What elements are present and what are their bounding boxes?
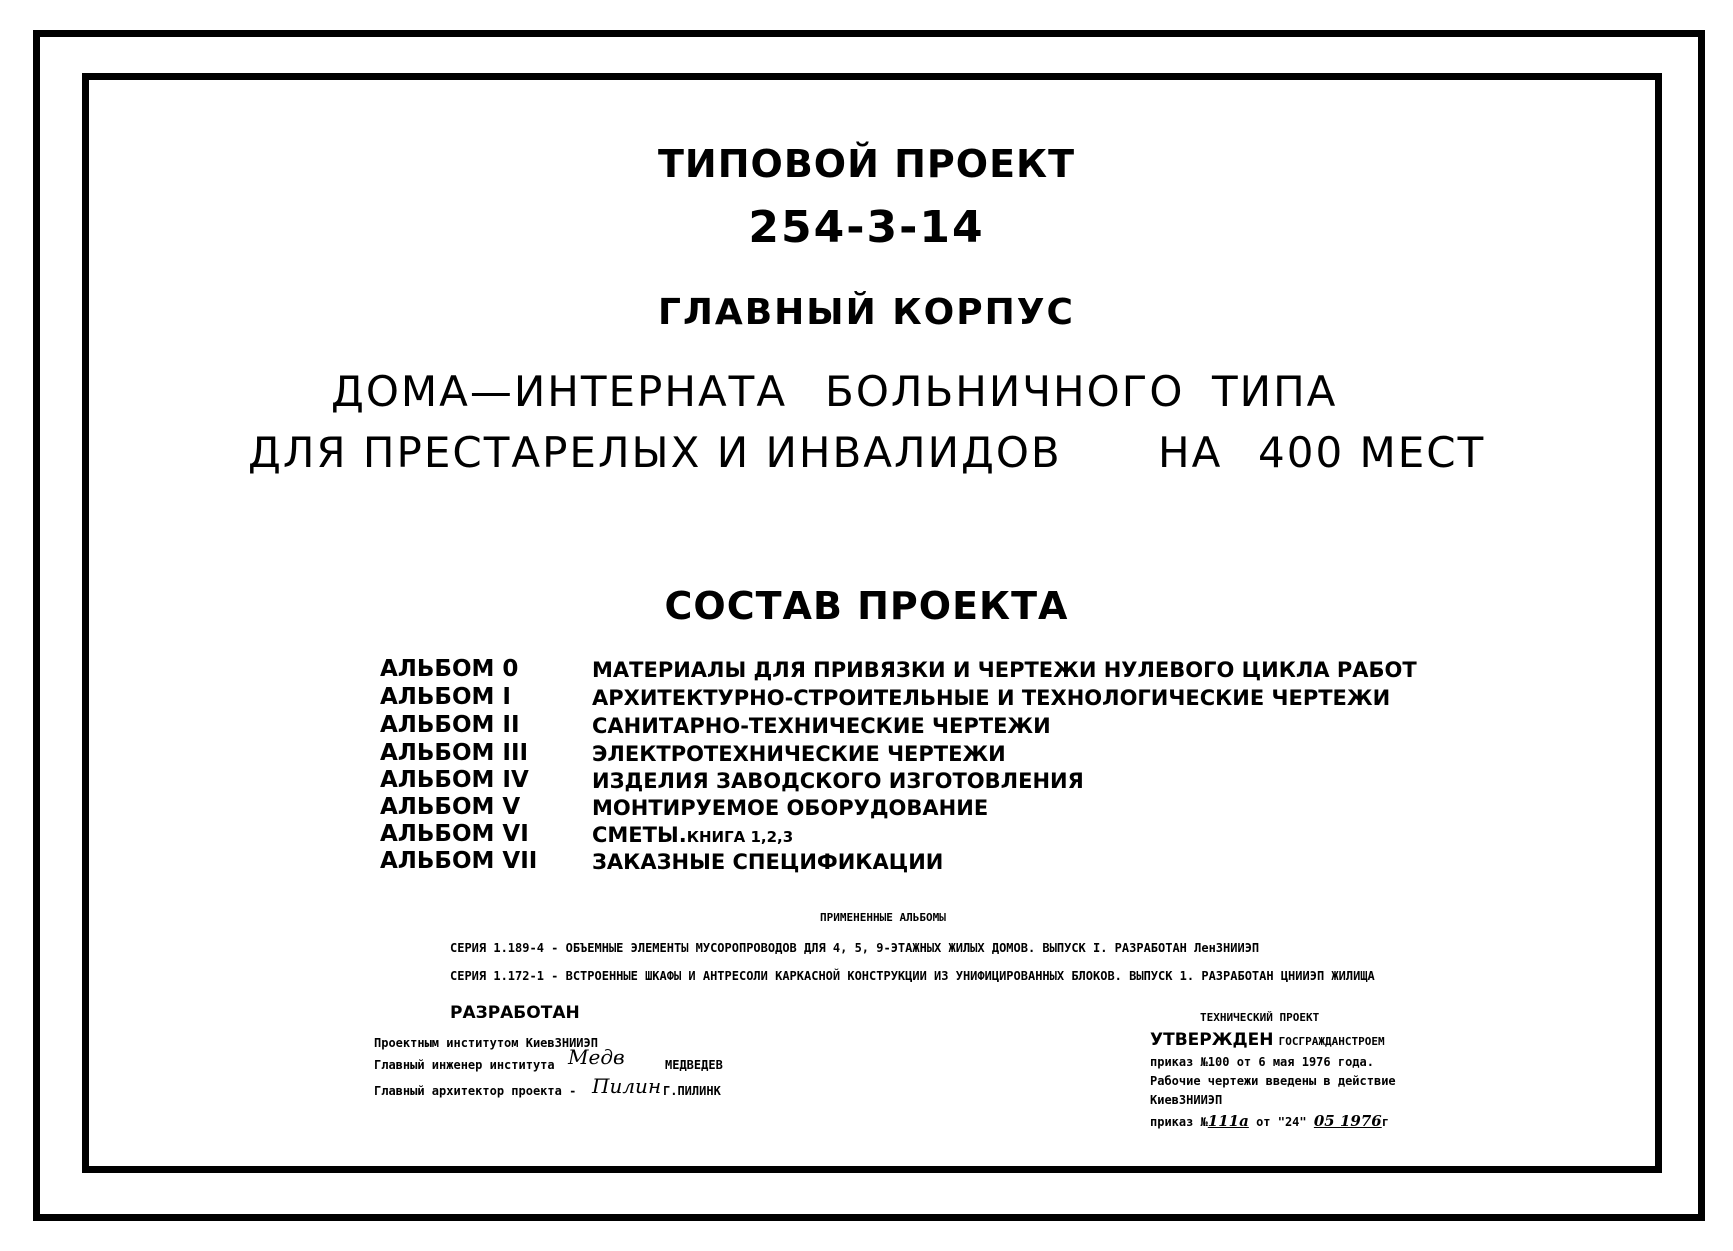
approved-word: УТВЕРЖДЕН xyxy=(1150,1030,1274,1050)
album-7-desc: ЗАКАЗНЫЕ СПЕЦИФИКАЦИИ xyxy=(592,850,944,874)
developed-heading: РАЗРАБОТАН xyxy=(450,1003,580,1023)
title-line1-c: ТИПА xyxy=(1212,367,1338,416)
title-line1-a: ДОМА—ИНТЕРНАТА xyxy=(331,367,788,416)
order-date-prefix: от "24" xyxy=(1256,1115,1307,1129)
chief-architect-signature: Пилин xyxy=(592,1074,662,1098)
order-year-suffix: г xyxy=(1381,1115,1389,1129)
working-drawings-note: Рабочие чертежи введены в действие xyxy=(1150,1074,1396,1088)
chief-engineer-name: МЕДВЕДЕВ xyxy=(665,1058,723,1072)
composition-heading: СОСТАВ ПРОЕКТА xyxy=(664,584,1069,628)
chief-architect-name: Г.ПИЛИНК xyxy=(663,1084,721,1098)
working-drawings-order xyxy=(1150,1112,1389,1130)
applied-heading: ПРИМЕНЕННЫЕ АЛЬБОМЫ xyxy=(820,911,946,924)
album-4-desc: ИЗДЕЛИЯ ЗАВОДСКОГО ИЗГОТОВЛЕНИЯ xyxy=(592,769,1084,793)
chief-engineer-signature: Медв xyxy=(568,1045,625,1069)
working-drawings-institute: КиевЗНИИЭП xyxy=(1150,1093,1223,1107)
approved-line1 xyxy=(1150,1030,1385,1050)
album-6-name: АЛЬБОМ VI xyxy=(380,821,529,847)
album-6-desc-books: КНИГА 1,2,3 xyxy=(686,828,794,846)
applied-series-1: СЕРИЯ 1.189-4 - ОБЪЕМНЫЕ ЭЛЕМЕНТЫ МУСОРОПРОВОДОВ ДЛЯ 4, 5, 9-ЭТАЖНЫХ ЖИЛЫХ ДОМОВ. ВЫПУСК I. РАЗРАБОТАН ЛенЗНИИЭП xyxy=(450,941,1260,955)
album-3-name: АЛЬБОМ III xyxy=(380,740,529,766)
album-2-name: АЛЬБОМ II xyxy=(380,712,520,738)
project-kind: ТИПОВОЙ ПРОЕКТ xyxy=(657,142,1076,186)
developed-institute: Проектным институтом КиевЗНИИЭП xyxy=(374,1036,598,1050)
order-date: 05 1976 xyxy=(1313,1112,1382,1130)
title-line2-b: НА xyxy=(1158,428,1223,477)
approved-order: приказ №100 от 6 мая 1976 года. xyxy=(1150,1055,1374,1069)
album-5-desc: МОНТИРУЕМОЕ ОБОРУДОВАНИЕ xyxy=(592,796,989,820)
title-line2-c: 400 МЕСТ xyxy=(1258,428,1486,477)
chief-architect-label: Главный архитектор проекта - xyxy=(374,1084,577,1098)
applied-series-2: СЕРИЯ 1.172-1 - ВСТРОЕННЫЕ ШКАФЫ И АНТРЕСОЛИ КАРКАСНОЙ КОНСТРУКЦИИ ИЗ УНИФИЦИРОВАННЫХ БЛОКОВ. ВЫПУСК 1. РАЗРАБОТАН ЦНИИЭП ЖИЛИЩА xyxy=(450,969,1375,983)
album-0-name: АЛЬБОМ 0 xyxy=(380,656,519,682)
chief-engineer-label: Главный инженер института xyxy=(374,1058,555,1072)
album-5-name: АЛЬБОМ V xyxy=(380,794,521,820)
album-3-desc: ЭЛЕКТРОТЕХНИЧЕСКИЕ ЧЕРТЕЖИ xyxy=(592,742,1006,766)
album-1-name: АЛЬБОМ I xyxy=(380,684,511,710)
album-4-name: АЛЬБОМ IV xyxy=(380,767,529,793)
order-number: 111а xyxy=(1207,1112,1249,1130)
album-2-desc: САНИТАРНО-ТЕХНИЧЕСКИЕ ЧЕРТЕЖИ xyxy=(592,714,1051,738)
title-line1-b: БОЛЬНИЧНОГО xyxy=(825,367,1185,416)
album-7-name: АЛЬБОМ VII xyxy=(380,848,538,874)
approved-authority: ГОСГРАЖДАНСТРОЕМ xyxy=(1278,1035,1385,1048)
album-6-desc xyxy=(592,823,793,847)
approved-heading: ТЕХНИЧЕСКИЙ ПРОЕКТ xyxy=(1200,1011,1320,1024)
album-0-desc: МАТЕРИАЛЫ ДЛЯ ПРИВЯЗКИ И ЧЕРТЕЖИ НУЛЕВОГО ЦИКЛА РАБОТ xyxy=(592,658,1417,682)
building-name: ГЛАВНЫЙ КОРПУС xyxy=(658,292,1075,333)
project-number: 254-3-14 xyxy=(748,202,985,253)
album-6-desc-main: СМЕТЫ. xyxy=(592,823,687,847)
album-1-desc: АРХИТЕКТУРНО-СТРОИТЕЛЬНЫЕ И ТЕХНОЛОГИЧЕСКИЕ ЧЕРТЕЖИ xyxy=(592,686,1391,710)
title-line2-a: ДЛЯ ПРЕСТАРЕЛЫХ И ИНВАЛИДОВ xyxy=(248,428,1062,477)
order-prefix: приказ № xyxy=(1150,1115,1208,1129)
